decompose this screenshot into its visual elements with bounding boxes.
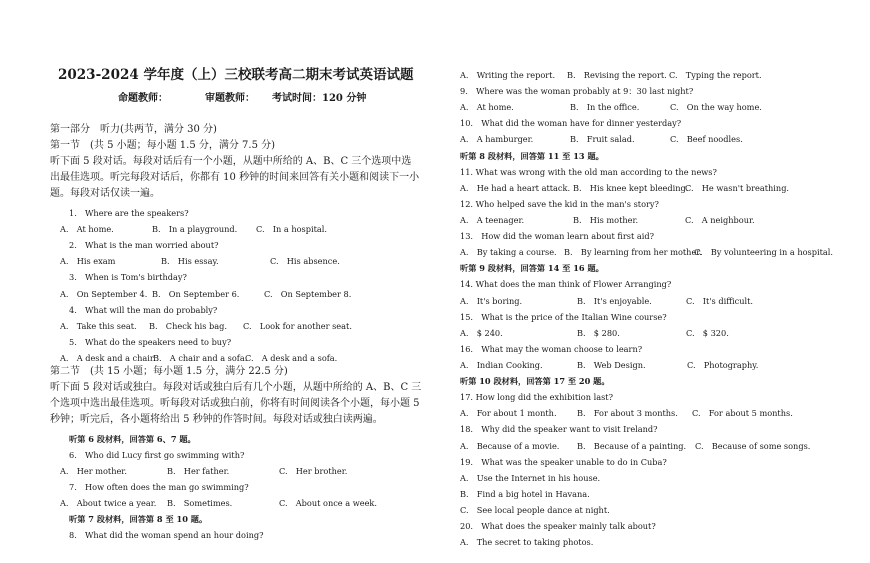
section1-heading: 第一节 (共 5 小题；每小题 1.5 分，满分 7.5 分) — [50, 140, 276, 151]
author-label: 命题教师： — [118, 93, 168, 104]
section2-directions-line: 个选项中选出最佳选项。听每段对话或独白前，你将有时间阅读各个小题，每小题 5 — [50, 398, 420, 409]
option-a: A. Indian Cooking. — [460, 360, 543, 370]
question-9: 9. Where was the woman probably at 9：30 last night? — [460, 86, 694, 96]
question-11: 11. What was wrong with the old man according to the news? — [460, 167, 717, 177]
option-a: A. At home. — [460, 102, 514, 112]
option-b: B. His essay. — [161, 256, 219, 266]
option-c: C. By volunteering in a hospital. — [694, 247, 833, 257]
option-c: C. It's difficult. — [686, 296, 754, 306]
question-4: 4. What will the man do probably? — [69, 305, 218, 315]
option-b: B. Web Design. — [577, 360, 646, 370]
question-17-options — [460, 408, 793, 418]
option-b: B. Check his bag. — [149, 321, 228, 331]
question-6-options — [50, 466, 347, 476]
option-c: C. Typing the report. — [669, 70, 762, 80]
option-c: C. $ 320. — [686, 328, 729, 338]
material-7-heading: 听第 7 段材料，回答第 8 至 10 题。 — [69, 514, 208, 524]
question-18: 18. Why did the speaker want to visit Ireland? — [460, 424, 658, 434]
section2-directions-line: 秒钟；听完后，各小题将给出 5 秒钟的作答时间。每段对话或独白读两遍。 — [50, 414, 383, 425]
question-2: 2. What is the man worried about? — [69, 240, 219, 250]
option-c: C. Beef noodles. — [670, 134, 743, 144]
question-13-options — [460, 247, 833, 257]
question-12: 12. Who helped save the kid in the man's story? — [460, 199, 659, 209]
option-c: C. A neighbour. — [685, 215, 755, 225]
option-a: A. $ 240. — [460, 328, 503, 338]
option-b: B. In a playground. — [152, 224, 238, 234]
option-a: A. About twice a year. — [60, 498, 157, 508]
option-c: C. He wasn't breathing. — [685, 183, 790, 193]
option-b: B. Her father. — [167, 466, 230, 476]
option-a: A. A desk and a chair. — [60, 353, 156, 363]
option-c: C. See local people dance at night. — [460, 505, 610, 515]
option-a: A. The secret to taking photos. — [460, 537, 594, 547]
question-17: 17. How long did the exhibition last? — [460, 392, 613, 402]
option-c: C. On September 8. — [264, 289, 352, 299]
question-19: 19. What was the speaker unable to do in Cuba? — [460, 457, 667, 467]
option-c: C. His absence. — [270, 256, 340, 266]
option-a: A. A teenager. — [460, 215, 525, 225]
option-a: A. At home. — [60, 224, 114, 234]
option-b: B. Because of a painting. — [577, 441, 687, 451]
time-label: 考试时间：120 分钟 — [272, 93, 367, 104]
part1-heading: 第一部分 听力(共两节，满分 30 分) — [50, 124, 217, 135]
option-c: C. On the way home. — [670, 102, 762, 112]
question-3-options — [50, 289, 351, 299]
reviewer-label: 审题教师： — [205, 93, 255, 104]
section1-directions-line: 题。每段对话仅读一遍。 — [50, 188, 160, 199]
option-c: C. For about 5 months. — [692, 408, 793, 418]
option-a: A. Writing the report. — [460, 70, 556, 80]
question-6: 6. Who did Lucy first go swimming with? — [69, 450, 245, 460]
question-7-options — [50, 498, 377, 508]
option-a: A. It's boring. — [460, 296, 523, 306]
option-a: A. Take this seat. — [60, 321, 137, 331]
option-c: C. Because of some songs. — [695, 441, 811, 451]
option-c: C. Her brother. — [279, 466, 348, 476]
question-5-options — [50, 353, 337, 363]
section1-directions-line: 听下面 5 段对话。每段对话后有一个小题，从题中所给的 A、B、C 三个选项中选 — [50, 156, 412, 167]
material-6-heading: 听第 6 段材料，回答第 6、7 题。 — [69, 434, 196, 444]
section1-directions-line: 出最佳选项。听完每段对话后，你都有 10 秒钟的时间来回答有关小题和阅读下一小 — [50, 172, 420, 183]
question-10-options — [460, 134, 743, 144]
option-c: C. About once a week. — [279, 498, 377, 508]
section2-heading: 第二节 (共 15 小题；每小题 1.5 分，满分 22.5 分) — [50, 366, 288, 377]
option-b: B. $ 280. — [577, 328, 620, 338]
question-16-options — [460, 360, 758, 370]
question-8: 8. What did the woman spend an hour doing? — [69, 530, 264, 540]
option-b: B. In the office. — [570, 102, 640, 112]
option-a: A. By taking a course. — [460, 247, 557, 257]
option-c: C. Look for another seat. — [243, 321, 352, 331]
question-12-options — [460, 215, 755, 225]
option-b: B. His mother. — [573, 215, 639, 225]
option-c: C. In a hospital. — [256, 224, 328, 234]
option-b: B. A chair and a sofa. — [153, 353, 248, 363]
question-15-options — [460, 328, 729, 338]
option-a: A. On September 4. — [60, 289, 148, 299]
option-a: A. Her mother. — [60, 466, 127, 476]
question-16: 16. What may the woman choose to learn? — [460, 344, 643, 354]
option-a: A. Use the Internet in his house. — [460, 473, 601, 483]
question-5: 5. What do the speakers need to buy? — [69, 337, 232, 347]
question-8-options — [460, 70, 762, 80]
option-a: A. For about 1 month. — [460, 408, 557, 418]
option-b: B. Revising the report. — [567, 70, 667, 80]
question-7: 7. How often does the man go swimming? — [69, 482, 249, 492]
option-a: A. His exam — [60, 256, 116, 266]
question-2-options — [50, 256, 340, 266]
option-a: A. Because of a movie. — [460, 441, 560, 451]
option-c: C. Photography. — [687, 360, 759, 370]
option-b: B. By learning from her mother. — [564, 247, 702, 257]
material-10-heading: 听第 10 段材料，回答第 17 至 20 题。 — [460, 376, 610, 386]
question-11-options — [460, 183, 789, 193]
option-a: A. A hamburger. — [460, 134, 534, 144]
option-b: B. On September 6. — [152, 289, 240, 299]
option-b: B. Find a big hotel in Havana. — [460, 489, 590, 499]
option-a: A. He had a heart attack. — [460, 183, 571, 193]
option-b: B. It's enjoyable. — [577, 296, 652, 306]
material-9-heading: 听第 9 段材料，回答第 14 至 16 题。 — [460, 263, 604, 273]
material-8-heading: 听第 8 段材料，回答第 11 至 13 题。 — [460, 151, 604, 161]
question-9-options — [460, 102, 762, 112]
option-b: B. Fruit salad. — [570, 134, 635, 144]
question-14-options — [460, 296, 753, 306]
question-10: 10. What did the woman have for dinner yesterday? — [460, 118, 682, 128]
option-c: C. A desk and a sofa. — [245, 353, 338, 363]
question-3: 3. When is Tom's birthday? — [69, 272, 187, 282]
section2-directions-line: 听下面 5 段对话或独白。每段对话或独白后有几个小题，从题中所给的 A、B、C 三 — [50, 382, 422, 393]
option-b: B. His knee kept bleeding. — [573, 183, 689, 193]
question-18-options — [460, 441, 810, 451]
question-1-options — [50, 224, 327, 234]
question-13: 13. How did the woman learn about first aid? — [460, 231, 655, 241]
question-14: 14. What does the man think of Flower Arranging? — [460, 279, 672, 289]
question-4-options — [50, 321, 352, 331]
question-1: 1. Where are the speakers? — [69, 208, 189, 218]
option-b: B. For about 3 months. — [577, 408, 678, 418]
exam-title: 2023-2024 学年度（上）三校联考高二期末考试英语试题 — [58, 67, 414, 83]
question-15: 15. What is the price of the Italian Wine course? — [460, 312, 667, 322]
option-b: B. Sometimes. — [167, 498, 233, 508]
question-20: 20. What does the speaker mainly talk about? — [460, 521, 656, 531]
